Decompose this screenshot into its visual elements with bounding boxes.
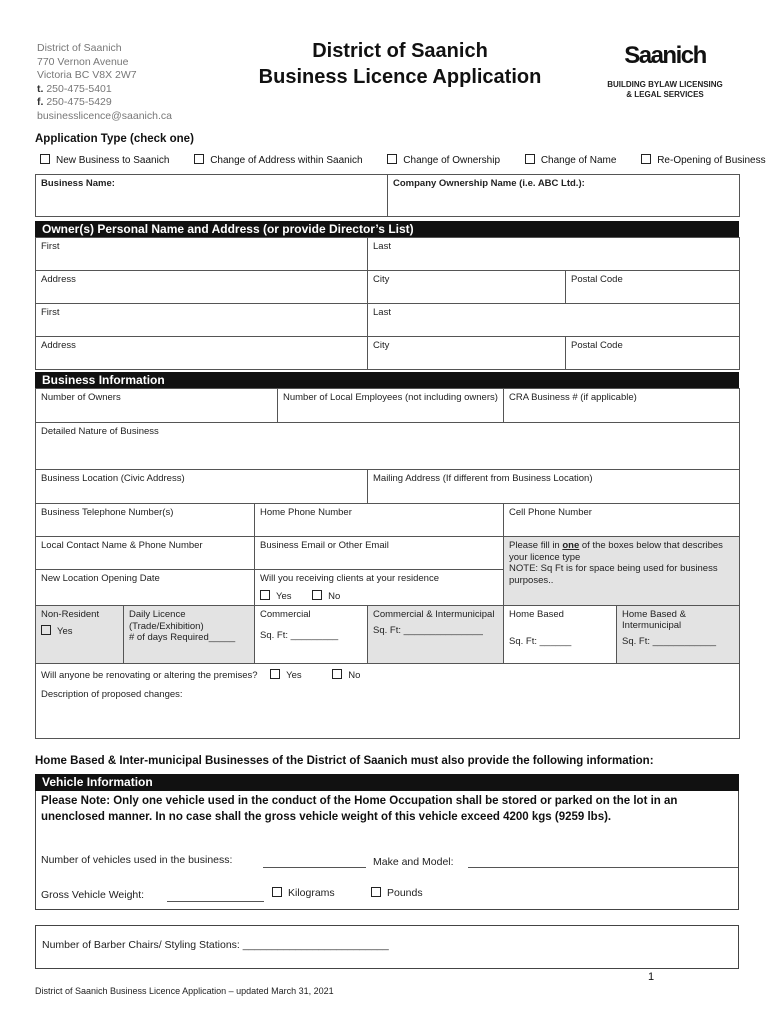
pounds-option[interactable]: Pounds bbox=[371, 887, 423, 899]
owners-table bbox=[35, 237, 740, 370]
city-address: Victoria BC V8X 2W7 bbox=[37, 69, 137, 81]
owner1-first-field[interactable]: First bbox=[36, 238, 368, 271]
document-title bbox=[200, 38, 600, 90]
gross-weight-label: Gross Vehicle Weight: bbox=[41, 889, 145, 901]
org-name: District of Saanich bbox=[37, 42, 122, 54]
receiving-no-option[interactable]: No bbox=[312, 591, 340, 602]
business-phone-field[interactable]: Business Telephone Number(s) bbox=[36, 504, 255, 537]
checkbox-icon bbox=[194, 154, 204, 164]
checkbox-icon bbox=[272, 887, 282, 897]
business-name-table bbox=[35, 174, 740, 217]
num-owners-field[interactable]: Number of Owners bbox=[36, 389, 278, 423]
owner1-last-field[interactable]: Last bbox=[368, 238, 740, 271]
checkbox-icon bbox=[332, 669, 342, 679]
renovating-yes-option[interactable]: Yes bbox=[270, 670, 302, 681]
owner1-city-field[interactable]: City bbox=[368, 271, 566, 304]
office-address bbox=[37, 42, 172, 123]
barber-box bbox=[35, 925, 739, 969]
daily-licence-cell[interactable]: Daily Licence (Trade/Exhibition) # of days Required_____ bbox=[124, 606, 255, 664]
num-employees-field[interactable]: Number of Local Employees (not including owners) bbox=[278, 389, 504, 423]
option-reopening[interactable]: Re-Opening of Business bbox=[641, 155, 770, 166]
receiving-yes-option[interactable]: Yes bbox=[260, 591, 292, 602]
home-phone-field[interactable]: Home Phone Number bbox=[255, 504, 504, 537]
checkbox-icon bbox=[312, 590, 322, 600]
option-change-ownership[interactable]: Change of Ownership bbox=[387, 155, 511, 166]
logo-wordmark: Saanich bbox=[624, 42, 706, 69]
application-type-label: Application Type (check one) bbox=[35, 133, 194, 145]
title-line-2: Business Licence Application bbox=[258, 66, 542, 88]
phone-line: t. 250-475-5401 bbox=[37, 82, 112, 95]
num-vehicles-label: Number of vehicles used in the business: bbox=[41, 854, 233, 866]
option-change-address[interactable]: Change of Address within Saanich bbox=[194, 155, 373, 166]
street-address: 770 Vernon Avenue bbox=[37, 55, 129, 68]
barber-chairs-field[interactable]: Number of Barber Chairs/ Styling Stations: _________________________ bbox=[42, 939, 389, 951]
checkbox-icon bbox=[40, 154, 50, 164]
option-change-name[interactable]: Change of Name bbox=[525, 155, 628, 166]
opening-date-field[interactable]: New Location Opening Date bbox=[36, 570, 255, 606]
non-resident-yes-option[interactable]: Yes bbox=[41, 625, 118, 637]
owner1-address-field[interactable]: Address bbox=[36, 271, 368, 304]
make-model-label: Make and Model: bbox=[373, 856, 454, 868]
local-contact-field[interactable]: Local Contact Name & Phone Number bbox=[36, 537, 255, 570]
email-line: businesslicence@saanich.ca bbox=[37, 109, 172, 122]
home-based-section-title: Home Based & Inter-municipal Businesses of the District of Saanich must also provide the following information: bbox=[35, 755, 654, 767]
checkbox-icon bbox=[387, 154, 397, 164]
commercial-intermunicipal-cell[interactable]: Commercial & Intermunicipal Sq. Ft: _______________ bbox=[368, 606, 504, 664]
num-vehicles-input[interactable] bbox=[263, 867, 366, 868]
licence-type-instructions: Please fill in one of the boxes below that describes your licence type NOTE: Sq Ft is for space being used for business purposes.. bbox=[504, 537, 740, 606]
company-name-field[interactable]: Company Ownership Name (i.e. ABC Ltd.): bbox=[388, 175, 740, 217]
renovation-cell: Will anyone be renovating or altering the premises? Yes No Description of proposed changes: bbox=[36, 664, 740, 739]
home-based-cell[interactable]: Home Based Sq. Ft: ______ bbox=[504, 606, 617, 664]
application-type-options bbox=[40, 154, 770, 166]
nature-of-business-field[interactable]: Detailed Nature of Business bbox=[36, 423, 740, 470]
owner2-first-field[interactable]: First bbox=[36, 304, 368, 337]
business-info-table-3 bbox=[35, 503, 740, 739]
business-info-bar: Business Information bbox=[35, 372, 739, 388]
make-model-input[interactable] bbox=[468, 867, 738, 868]
home-intermunicipal-cell[interactable]: Home Based & Intermunicipal Sq. Ft: ____________ bbox=[617, 606, 740, 664]
owner2-city-field[interactable]: City bbox=[368, 337, 566, 370]
fax-line: f. 250-475-5429 bbox=[37, 96, 112, 108]
business-info-table-2 bbox=[35, 469, 740, 504]
checkbox-icon bbox=[371, 887, 381, 897]
option-new-business[interactable]: New Business to Saanich bbox=[40, 155, 180, 166]
footer-text: District of Saanich Business Licence Application – updated March 31, 2021 bbox=[35, 986, 334, 996]
gross-weight-input[interactable] bbox=[167, 901, 264, 902]
renovating-no-option[interactable]: No bbox=[332, 670, 360, 681]
saanich-logo bbox=[598, 40, 732, 120]
owner2-postal-field[interactable]: Postal Code bbox=[566, 337, 740, 370]
vehicle-info-bar: Vehicle Information bbox=[35, 774, 739, 791]
cell-phone-field[interactable]: Cell Phone Number bbox=[504, 504, 740, 537]
owners-section-bar: Owner(s) Personal Name and Address (or provide Director’s List) bbox=[35, 221, 739, 237]
description-field[interactable]: Description of proposed changes: bbox=[41, 689, 183, 700]
mailing-address-field[interactable]: Mailing Address (If different from Business Location) bbox=[368, 470, 740, 504]
title-line-1: District of Saanich bbox=[312, 40, 488, 62]
owner1-postal-field[interactable]: Postal Code bbox=[566, 271, 740, 304]
page-number: 1 bbox=[648, 971, 655, 983]
checkbox-icon bbox=[641, 154, 651, 164]
non-resident-cell: Non-Resident Yes bbox=[36, 606, 124, 664]
owner2-last-field[interactable]: Last bbox=[368, 304, 740, 337]
business-location-field[interactable]: Business Location (Civic Address) bbox=[36, 470, 368, 504]
checkbox-icon bbox=[260, 590, 270, 600]
cra-field[interactable]: CRA Business # (if applicable) bbox=[504, 389, 740, 423]
checkbox-icon bbox=[41, 625, 51, 635]
checkbox-icon bbox=[270, 669, 280, 679]
kilograms-option[interactable]: Kilograms bbox=[272, 887, 335, 899]
vehicle-note: Please Note: Only one vehicle used in the conduct of the Home Occupation shall be stored or parked on the lot in an unenclosed manner. In no case shall the gross vehicle weight of this vehicle exceed 4200 kgs (9259 lbs). bbox=[41, 795, 678, 823]
commercial-cell[interactable]: Commercial Sq. Ft: _________ bbox=[255, 606, 368, 664]
logo-department: BUILDING BYLAW LICENSING & LEGAL SERVICES bbox=[607, 80, 723, 99]
owner2-address-field[interactable]: Address bbox=[36, 337, 368, 370]
business-email-field[interactable]: Business Email or Other Email bbox=[255, 537, 504, 570]
checkbox-icon bbox=[525, 154, 535, 164]
business-name-field[interactable]: Business Name: bbox=[36, 175, 388, 217]
receiving-clients-field: Will you receiving clients at your residence Yes No bbox=[255, 570, 504, 606]
business-info-table-1 bbox=[35, 388, 740, 470]
